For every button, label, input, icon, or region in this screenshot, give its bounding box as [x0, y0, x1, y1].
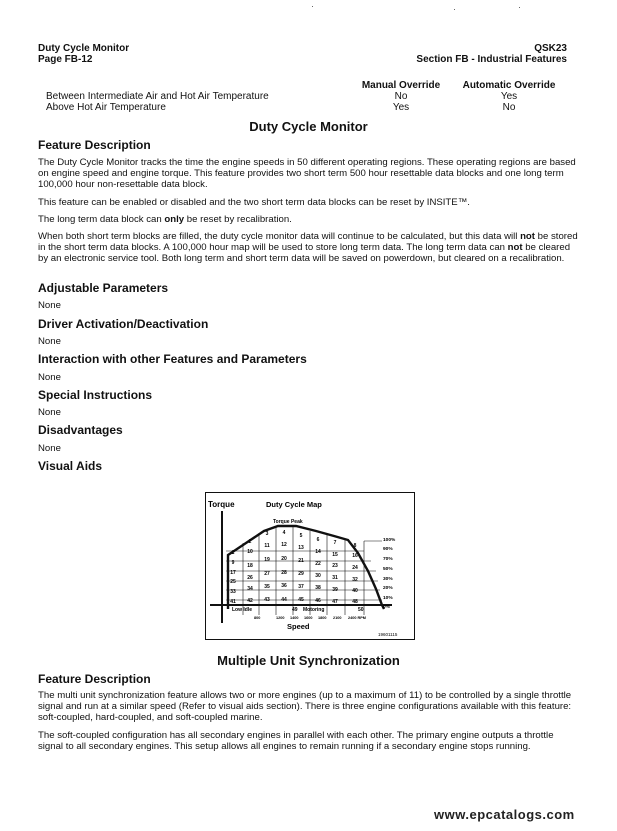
header-right: [416, 43, 567, 65]
header-model: QSK23: [534, 43, 567, 54]
map-cell: 22: [315, 561, 321, 567]
scan-speck: [519, 7, 520, 8]
table-cell-manual: Yes: [392, 102, 410, 113]
map-cell: 15: [332, 552, 338, 558]
map-cell: 23: [332, 563, 338, 569]
map-cell: 11: [264, 543, 270, 549]
map-cell: 20: [281, 556, 287, 562]
map-cell: 5: [299, 533, 303, 539]
rpm-label: 1600: [304, 616, 313, 620]
map-cell: 28: [281, 570, 287, 576]
duty-cycle-map-svg: [206, 493, 414, 639]
map-cell: 48: [352, 599, 358, 605]
special-instructions-heading: Special Instructions: [38, 388, 153, 402]
map-cell: 9: [231, 560, 235, 566]
map-cell: 38: [315, 585, 321, 591]
map-cell: 39: [332, 587, 338, 593]
percent-label: 100%: [383, 538, 396, 543]
low-idle-label: Low Idle: [232, 607, 252, 613]
text-run: be cleared by an electronic service tool. Both long term and short term data will be saved on powerdown, but cleared on a recalibration.: [38, 242, 571, 264]
scan-speck: [454, 9, 455, 10]
section-title-multiple-unit-synchronization: Multiple Unit Synchronization: [217, 653, 400, 668]
rpm-labels: [254, 616, 366, 620]
map-cell: 45: [298, 597, 304, 603]
map-cell: 18: [247, 563, 253, 569]
map-cells: [230, 530, 358, 605]
map-cell: 14: [315, 549, 321, 555]
map-cell: 2: [248, 539, 252, 545]
map-cell: 21: [298, 558, 304, 564]
map-cell: 42: [247, 598, 253, 604]
map-cell: 41: [230, 599, 236, 605]
percent-label: 90%: [383, 547, 393, 552]
map-cell: 13: [298, 545, 304, 551]
table-row-label: Above Hot Air Temperature: [46, 102, 166, 113]
table-cell-manual: No: [394, 91, 408, 102]
percent-label: 50%: [383, 567, 393, 572]
rpm-label: 1800: [318, 616, 327, 620]
map-cell: 46: [315, 598, 321, 604]
visual-aids-heading: Visual Aids: [38, 459, 103, 473]
text-run: When both short term blocks are filled, the duty cycle monitor data will continue to be calculated, but this data will: [38, 231, 521, 242]
paragraph: The multi unit synchronization feature allows two or more engines (up to a maximum of 11) to be controlled by a single throttle signal and run at a similar speed (Refer to visual aids section). There is three engine configurations available with this feature: soft-coupled, hard-coupled, and soft-coupled marine.: [38, 690, 572, 723]
paragraph: [38, 214, 578, 225]
col-header-manual: Manual Override: [361, 80, 441, 91]
table-row-label: Between Intermediate Air and Hot Air Temperature: [46, 91, 269, 102]
header-doc-title: Duty Cycle Monitor: [38, 43, 130, 54]
percent-label: 20%: [383, 586, 393, 591]
section-title-duty-cycle-monitor: Duty Cycle Monitor: [249, 119, 368, 134]
special-instructions-body: None: [38, 407, 61, 418]
speed-axis-label: Speed: [287, 622, 310, 631]
interaction-body: None: [38, 372, 61, 383]
percent-label: 70%: [383, 557, 393, 562]
map-cell: 47: [332, 599, 338, 605]
driver-activation-body: None: [38, 336, 61, 347]
emphasis: only: [164, 214, 185, 225]
map-cell: 27: [264, 571, 270, 577]
feature-description-heading: Feature Description: [38, 138, 151, 152]
map-cell: 8: [353, 543, 357, 549]
map-cell: 6: [316, 537, 320, 543]
motoring-label: Motoring: [303, 607, 325, 613]
driver-activation-heading: Driver Activation/Deactivation: [38, 317, 209, 331]
map-cell: 17: [230, 570, 236, 576]
scan-speck: [312, 6, 313, 7]
map-cell: 32: [352, 577, 358, 583]
map-cell: 4: [282, 530, 286, 536]
disadvantages-heading: Disadvantages: [38, 423, 123, 437]
rpm-label: 2100: [333, 616, 342, 620]
motoring-number: 49: [292, 607, 298, 613]
header-left: [38, 43, 129, 65]
paragraph: The Duty Cycle Monitor tracks the time the engine speeds in 50 different operating regions. These operating regions are based on engine speed and engine torque. This feature provides two short term 500 hour resettable data blocks and one long term 100,000 hour non-resettable data block.: [38, 157, 576, 190]
map-cell: 19: [264, 557, 270, 563]
emphasis: not: [520, 231, 535, 242]
header-section: Section FB - Industrial Features: [416, 54, 567, 65]
map-cell: 44: [281, 597, 287, 603]
watermark: www.epcatalogs.com: [434, 807, 575, 822]
map-cell: 37: [298, 584, 304, 590]
adjustable-parameters-heading: Adjustable Parameters: [38, 281, 169, 295]
cell-50: 50: [358, 607, 364, 613]
torque-peak-label: Torque Peak: [273, 519, 303, 525]
paragraph: [38, 231, 578, 264]
table-cell-auto: No: [502, 102, 516, 113]
header-page-number: Page FB-12: [38, 54, 93, 65]
map-cell: 24: [352, 565, 358, 571]
map-cell: 31: [332, 575, 338, 581]
map-cell: 30: [315, 573, 321, 579]
paragraph: This feature can be enabled or disabled and the two short term data blocks can be reset by INSITE™.: [38, 197, 470, 208]
figure-id: 19601115: [378, 632, 398, 637]
text-run: The long term data block can: [38, 214, 165, 225]
map-cell: 34: [247, 586, 253, 592]
map-cell: 33: [230, 589, 236, 595]
torque-axis-label: Torque: [208, 500, 235, 509]
col-header-auto: Automatic Override: [462, 80, 556, 91]
map-cell: 36: [281, 583, 287, 589]
map-cell: 10: [247, 549, 253, 555]
map-cell: 35: [264, 584, 270, 590]
disadvantages-body: None: [38, 443, 61, 454]
chart-title: Duty Cycle Map: [266, 500, 322, 509]
percent-label: 30%: [383, 577, 393, 582]
interaction-heading: Interaction with other Features and Parameters: [38, 352, 307, 366]
percent-label: 0%: [383, 605, 390, 610]
map-cell: 3: [265, 531, 269, 537]
map-cell: 1: [231, 550, 235, 556]
text-run: be stored in the short term data blocks. A 100,000 hour map will be used to store long term data. The long term data can: [38, 231, 578, 253]
map-cell: 43: [264, 597, 270, 603]
map-cell: 16: [352, 553, 358, 559]
percent-labels: [383, 537, 396, 610]
map-cell: 25: [230, 579, 236, 585]
percent-label: 10%: [383, 596, 393, 601]
paragraph: The soft-coupled configuration has all secondary engines in parallel with each other. The primary engine outputs a throttle signal to all secondary engines. This setup allows all engines to remain running if a secondary engine stops running.: [38, 730, 554, 752]
map-cell: 26: [247, 575, 253, 581]
feature-description-heading: Feature Description: [38, 672, 151, 686]
map-cell: 12: [281, 542, 287, 548]
table-cell-auto: Yes: [500, 91, 518, 102]
text-run: be reset by recalibration.: [184, 214, 292, 225]
rpm-label: 1400: [290, 616, 299, 620]
adjustable-parameters-body: None: [38, 300, 61, 311]
map-cell: 7: [333, 540, 337, 546]
map-cell: 40: [352, 588, 358, 594]
emphasis: not: [507, 242, 523, 253]
duty-cycle-map-figure: [205, 492, 415, 640]
rpm-label: 800: [254, 616, 261, 620]
map-cell: 29: [298, 571, 304, 577]
rpm-label: 2400 RPM: [348, 616, 366, 620]
rpm-label: 1200: [276, 616, 285, 620]
